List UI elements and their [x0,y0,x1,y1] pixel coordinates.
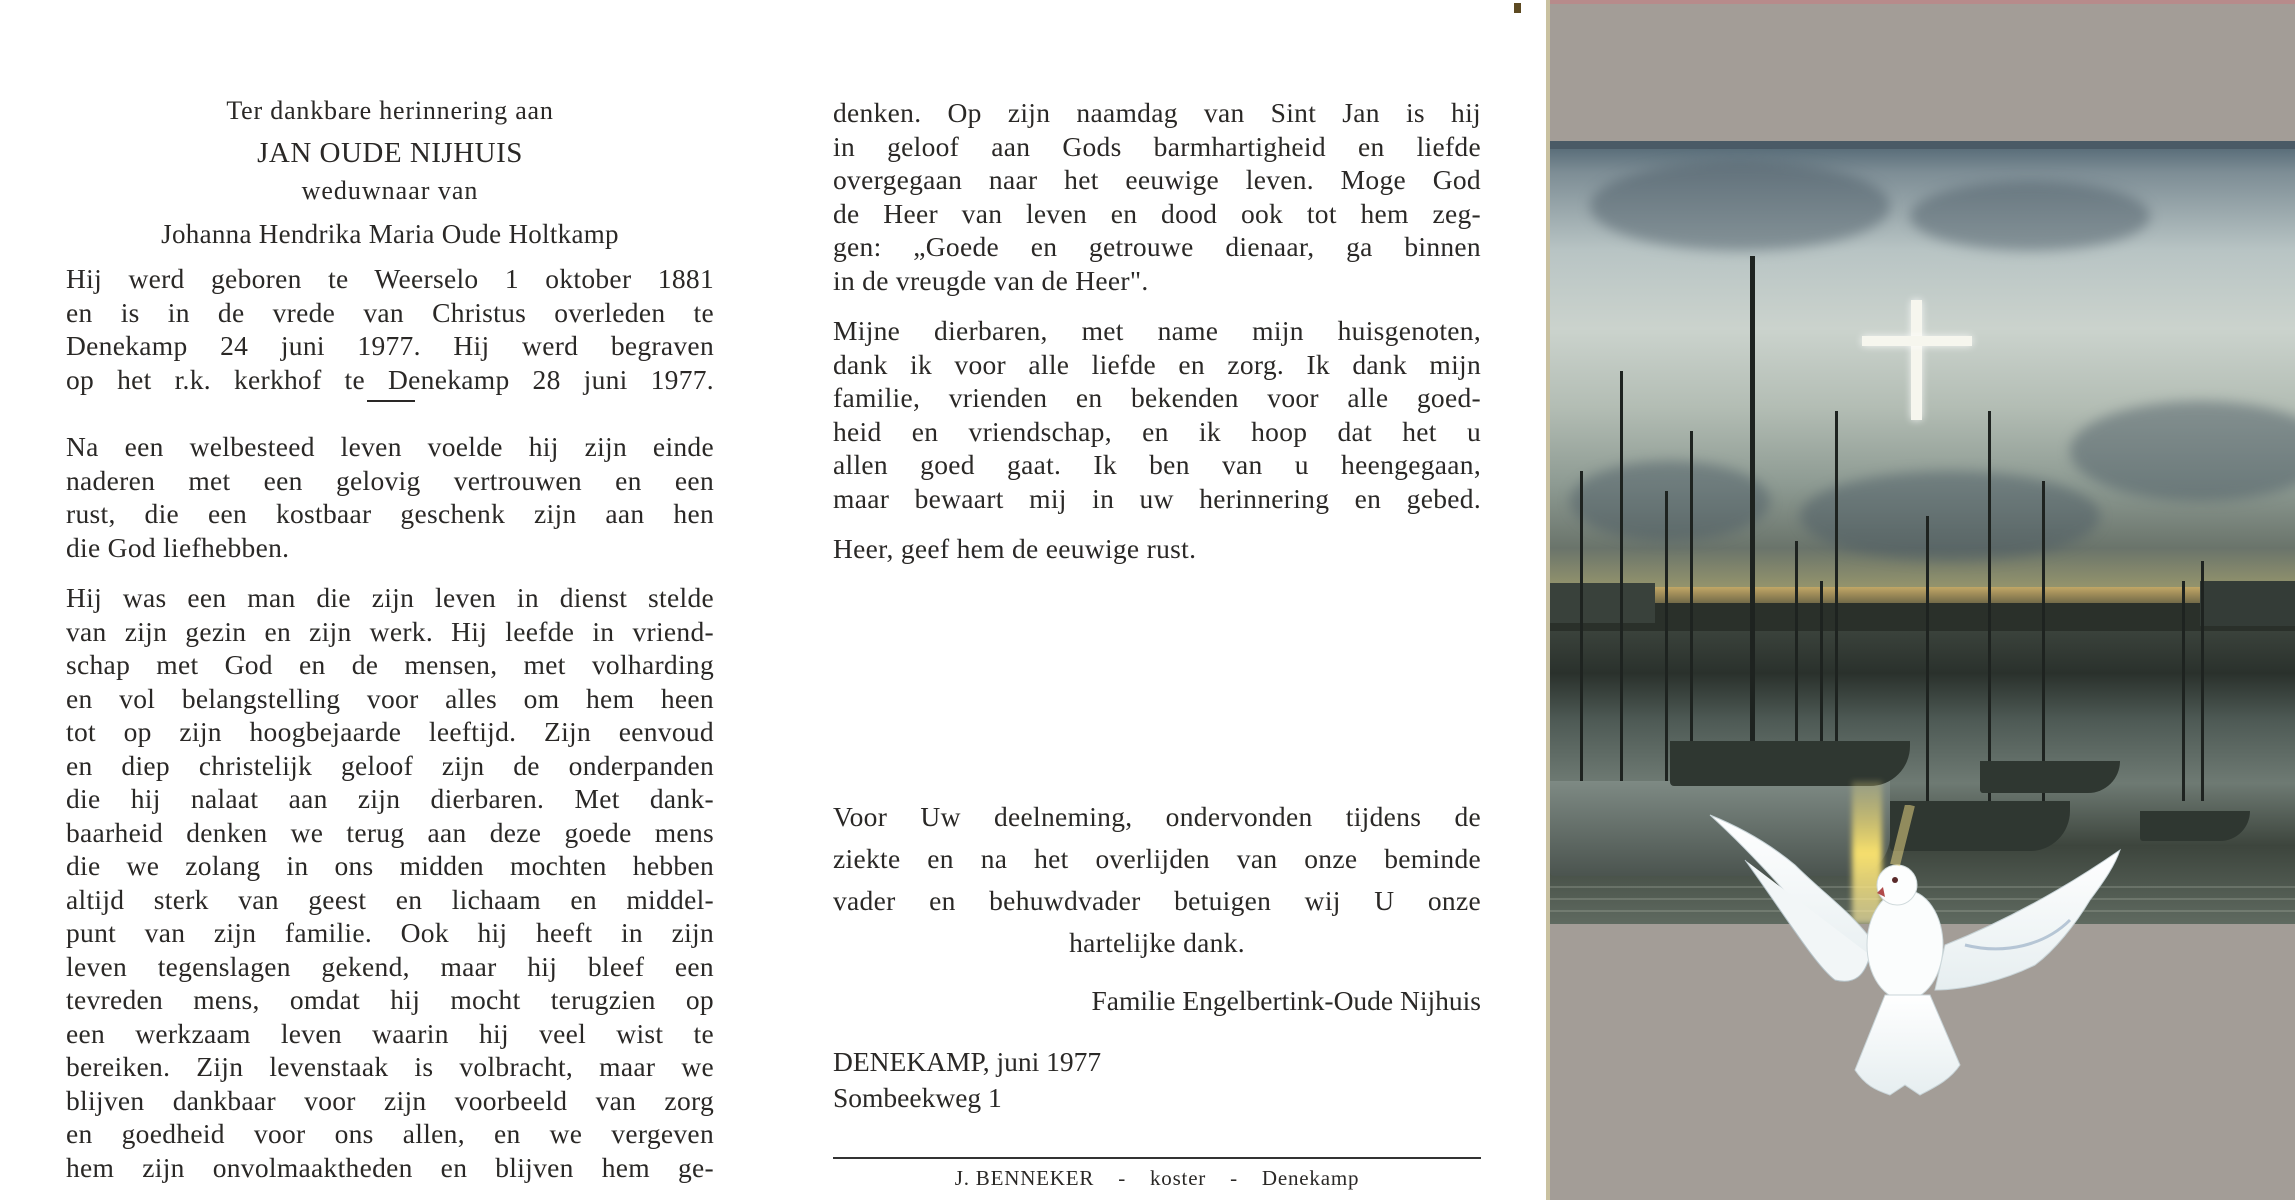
text-line: naderen met een gelovig vertrouwen en een [66,464,714,496]
text-line: die hij nalaat aan zijn dierbaren. Met dank- [66,783,714,814]
spouse-name: Johanna Hendrika Maria Oude Holtkamp [161,219,619,249]
separator: - [1230,1166,1238,1190]
scan-mark [1514,3,1521,13]
text-line: Mijne dierbaren, met name mijn huisgenoten, [833,315,1481,346]
memorial-heading: Ter dankbare herinnering aan [226,96,554,125]
text-line: ziekte en na het overlijden van onze beminde [833,843,1481,874]
text-line: maar bewaart mij in uw herinnering en gebed. [833,482,1481,514]
text-line: op het r.k. kerkhof te Denekamp 28 juni 1977. [66,363,714,395]
text-line: hem zijn onvolmaaktheden en blijven hem ge- [66,1151,714,1183]
text-line: bereiken. Zijn levenstaak is volbracht, maar we [66,1051,714,1082]
relation-label: weduwnaar van [301,176,479,205]
birth-death-paragraph [66,262,714,396]
tribute-paragraph [66,581,714,1184]
text-line: Denekamp 24 juni 1977. Hij werd begraven [66,330,714,361]
text-line: dank ik voor alle liefde en zorg. Ik dank mijn [833,348,1481,380]
text-line: punt van zijn familie. Ook hij heeft in zijn [66,917,714,948]
middle-page [833,96,1481,1113]
text-line: en vol belangstelling voor alles om hem heen [66,682,714,714]
footer-rule [833,1157,1481,1159]
text-line: Voor Uw deelneming, ondervonden tijdens de [833,801,1481,832]
printer-credit [833,1166,1481,1191]
cross-icon-bar [1862,336,1972,346]
text-line: in geloof aan Gods barmhartigheid en liefde [833,130,1481,162]
family-signature: Familie Engelbertink-Oude Nijhuis [1091,985,1481,1016]
text-line: Hij was een man die zijn leven in dienst stelde [66,582,714,613]
deceased-name: JAN OUDE NIJHUIS [257,137,523,169]
text-line: een werkzaam leven waarin hij veel wist te [66,1017,714,1049]
prayer-line [833,532,1481,566]
text-line: allen goed gaat. Ik ben van u heengegaan, [833,449,1481,480]
text-line: schap met God en de mensen, met volharding [66,649,714,680]
text-line: blijven dankbaar voor zijn voorbeeld van zorg [66,1084,714,1116]
text-line: van zijn gezin en zijn werk. Hij leefde in vriend- [66,615,714,647]
printer-name: J. BENNEKER [954,1166,1095,1190]
printer-town: Denekamp [1261,1166,1360,1190]
printer-role: koster [1149,1166,1207,1190]
text-line: tot op zijn hoogbejaarde leeftijd. Zijn eenvoud [66,716,714,747]
text-line: en goedheid voor ons allen, en we vergeven [66,1118,714,1149]
text-line: denken. Op zijn naamdag van Sint Jan is hij [833,97,1481,128]
text-line: die God liefhebben. [66,531,290,563]
dove-icon [1705,805,2125,1105]
text-line: en diep christelijk geloof zijn de onderpanden [66,749,714,781]
text-line: rust, die een kostbaar geschenk zijn aan hen [66,498,714,529]
passing-paragraph [833,96,1481,297]
text-line: gen: „Goede en getrouwe dienaar, ga binnen [833,231,1481,262]
farewell-paragraph [833,314,1481,515]
text-line: die we zolang in ons midden mochten hebben [66,850,714,881]
separator-dash [367,400,415,402]
text-line: tevreden mens, omdat hij mocht terugzien op [66,984,714,1015]
card-top-edge [1550,0,2295,4]
place-date: DENEKAMP, juni 1977 [833,1046,1102,1077]
text-line: Hij werd geboren te Weerselo 1 oktober 1881 [66,263,714,294]
left-page [66,96,714,1184]
text-line: overgegaan naar het eeuwige leven. Moge God [833,164,1481,195]
text-line: vader en behuwdvader betuigen wij U onze [833,885,1481,916]
address: Sombeekweg 1 [833,1082,1002,1113]
text-line: baarheid denken we terug aan deze goede mens [66,816,714,848]
text-line: en is in de vrede van Christus overleden te [66,296,714,328]
text-line: in de vreugde van de Heer". [833,264,1149,296]
text-line: Heer, geef hem de eeuwige rust. [833,533,1197,564]
text-line: leven tegenslagen gekend, maar hij bleef een [66,950,714,982]
text-line: hartelijke dank. [1069,927,1245,958]
life-paragraph [66,430,714,564]
cross-icon [1911,300,1922,420]
thanks-block [833,796,1481,1116]
separator: - [1118,1166,1126,1190]
text-line: de Heer van leven en dood ook tot hem zeg- [833,197,1481,229]
thanks-paragraph [833,796,1481,964]
text-line: heid en vriendschap, en ik hoop dat het u [833,415,1481,447]
text-line: familie, vrienden en bekenden voor alle goed- [833,382,1481,413]
text-line: altijd sterk van geest en lichaam en middel- [66,883,714,915]
text-line: Na een welbesteed leven voelde hij zijn einde [66,431,714,462]
